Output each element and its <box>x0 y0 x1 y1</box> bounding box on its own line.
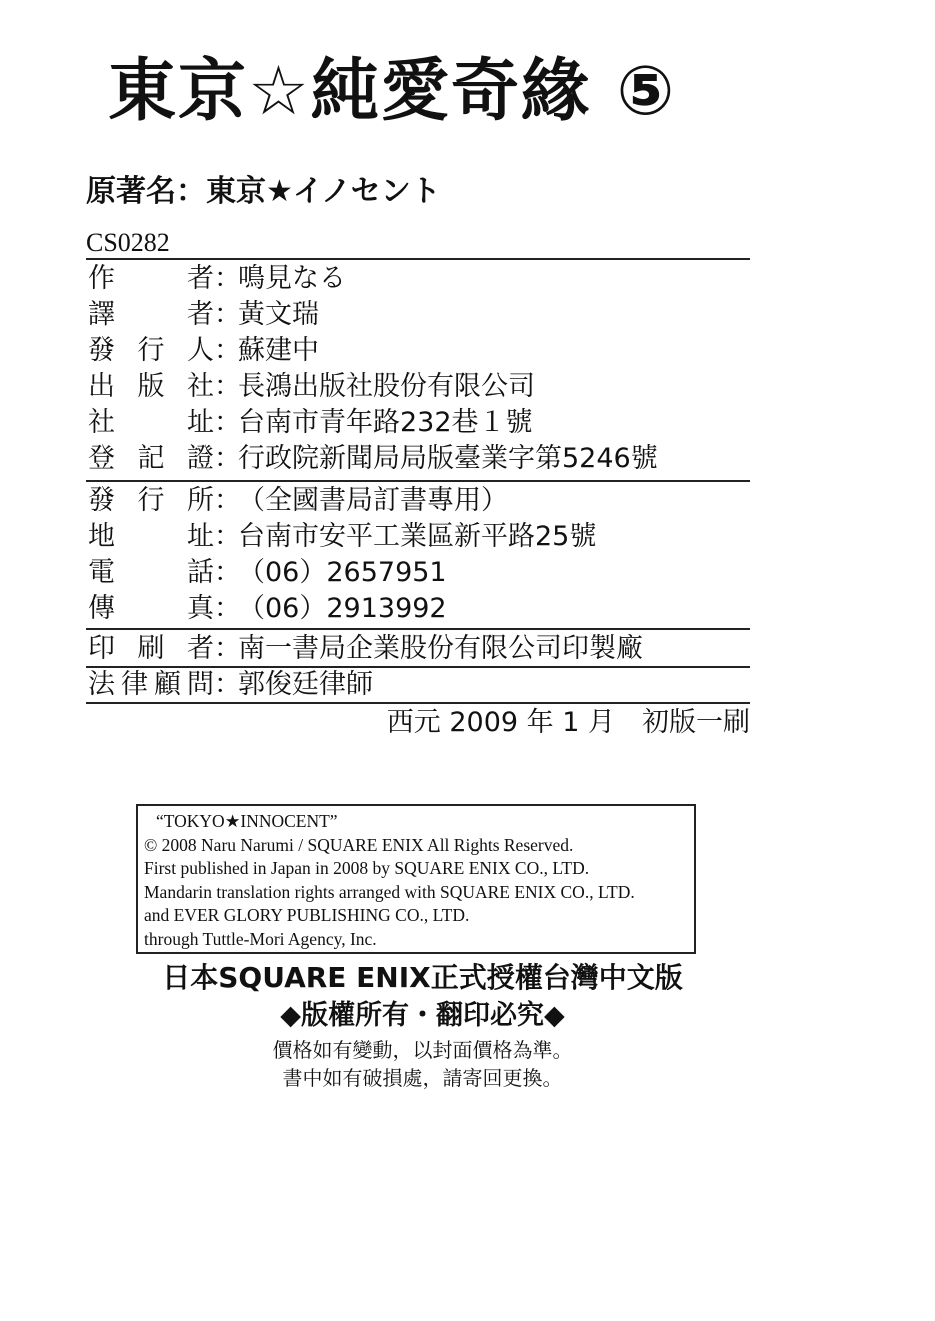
credit-row-address: 社 址 ： 台南市青年路232巷１號 <box>88 407 533 438</box>
credit-row-translator: 譯 者 ： 黃文瑞 <box>88 299 319 330</box>
divider <box>86 480 750 482</box>
copyright-box <box>136 804 696 954</box>
credit-value: （06）2657951 <box>238 557 447 588</box>
credit-value: 長鴻出版社股份有限公司 <box>238 371 535 402</box>
credit-row-legal: 法 律 顧 問 ： 郭俊廷律師 <box>88 669 373 700</box>
price-notice: 價格如有變動，以封面價格為準。 <box>272 1038 573 1062</box>
rights-reserved: ◆版權所有・翻印必究◆ <box>280 1000 565 1031</box>
credit-label: 法 律 顧 問 <box>88 669 214 700</box>
credit-value: （全國書局訂書專用） <box>238 485 508 516</box>
book-title: 東京☆純愛奇緣 ⑤ <box>108 52 677 131</box>
copyright-line: and EVER GLORY PUBLISHING CO., LTD. <box>144 905 470 926</box>
credit-label: 地 址 <box>88 521 214 552</box>
copyright-line: through Tuttle-Mori Agency, Inc. <box>144 928 377 949</box>
credit-label: 譯 者 <box>88 299 214 330</box>
credit-value: 台南市安平工業區新平路25號 <box>238 521 597 552</box>
credit-label: 傳 真 <box>88 593 214 624</box>
copyright-line: First published in Japan in 2008 by SQUARE ENIX CO., LTD. <box>144 858 590 879</box>
credit-value: 蘇建中 <box>238 335 319 366</box>
credit-label: 登 記 證 <box>88 443 214 474</box>
copyright-line: “TOKYO★INNOCENT” <box>156 811 338 831</box>
book-code: CS0282 <box>86 228 170 257</box>
credit-value: 郭俊廷律師 <box>238 669 373 700</box>
credit-label: 社 址 <box>88 407 214 438</box>
credit-row-publisher: 出 版 社 ： 長鴻出版社股份有限公司 <box>88 371 535 402</box>
damage-notice: 書中如有破損處，請寄回更換。 <box>282 1066 563 1090</box>
copyright-line: Mandarin translation rights arranged with SQUARE ENIX CO., LTD. <box>144 881 635 902</box>
credit-value: 行政院新聞局局版臺業字第5246號 <box>238 443 658 474</box>
credit-value: （06）2913992 <box>238 593 447 624</box>
divider <box>86 702 750 704</box>
credit-row-distributor-address: 地 址 ： 台南市安平工業區新平路25號 <box>88 521 597 552</box>
credit-value: 鳴見なる <box>238 263 346 294</box>
credit-label: 作 者 <box>88 263 214 294</box>
credit-row-registration: 登 記 證 ： 行政院新聞局局版臺業字第5246號 <box>88 443 658 474</box>
credit-row-author: 作 者 ： 鳴見なる <box>88 263 346 294</box>
credit-row-publisher-person: 發 行 人 ： 蘇建中 <box>88 335 319 366</box>
copyright-line: © 2008 Naru Narumi / SQUARE ENIX All Rights Reserved. <box>144 834 574 855</box>
divider <box>86 258 750 260</box>
credit-value: 南一書局企業股份有限公司印製廠 <box>238 633 643 664</box>
credit-value: 黃文瑞 <box>238 299 319 330</box>
credit-row-phone: 電 話 ： （06）2657951 <box>88 557 447 588</box>
edition-date: 西元 2009 年 1 月 初版一刷 <box>386 707 750 738</box>
divider <box>86 628 750 630</box>
credit-label: 發 行 所 <box>88 485 214 516</box>
credit-label: 出 版 社 <box>88 371 214 402</box>
credit-row-distributor: 發 行 所 ： （全國書局訂書專用） <box>88 485 508 516</box>
credit-row-printer: 印 刷 者 ： 南一書局企業股份有限公司印製廠 <box>88 633 643 664</box>
credit-label: 印 刷 者 <box>88 633 214 664</box>
credit-value: 台南市青年路232巷１號 <box>238 407 533 438</box>
credit-row-fax: 傳 真 ： （06）2913992 <box>88 593 447 624</box>
credit-label: 發 行 人 <box>88 335 214 366</box>
authorization-statement: 日本SQUARE ENIX正式授權台灣中文版 <box>162 961 683 994</box>
original-title: 原著名：東京★イノセント <box>86 174 441 209</box>
credit-label: 電 話 <box>88 557 214 588</box>
